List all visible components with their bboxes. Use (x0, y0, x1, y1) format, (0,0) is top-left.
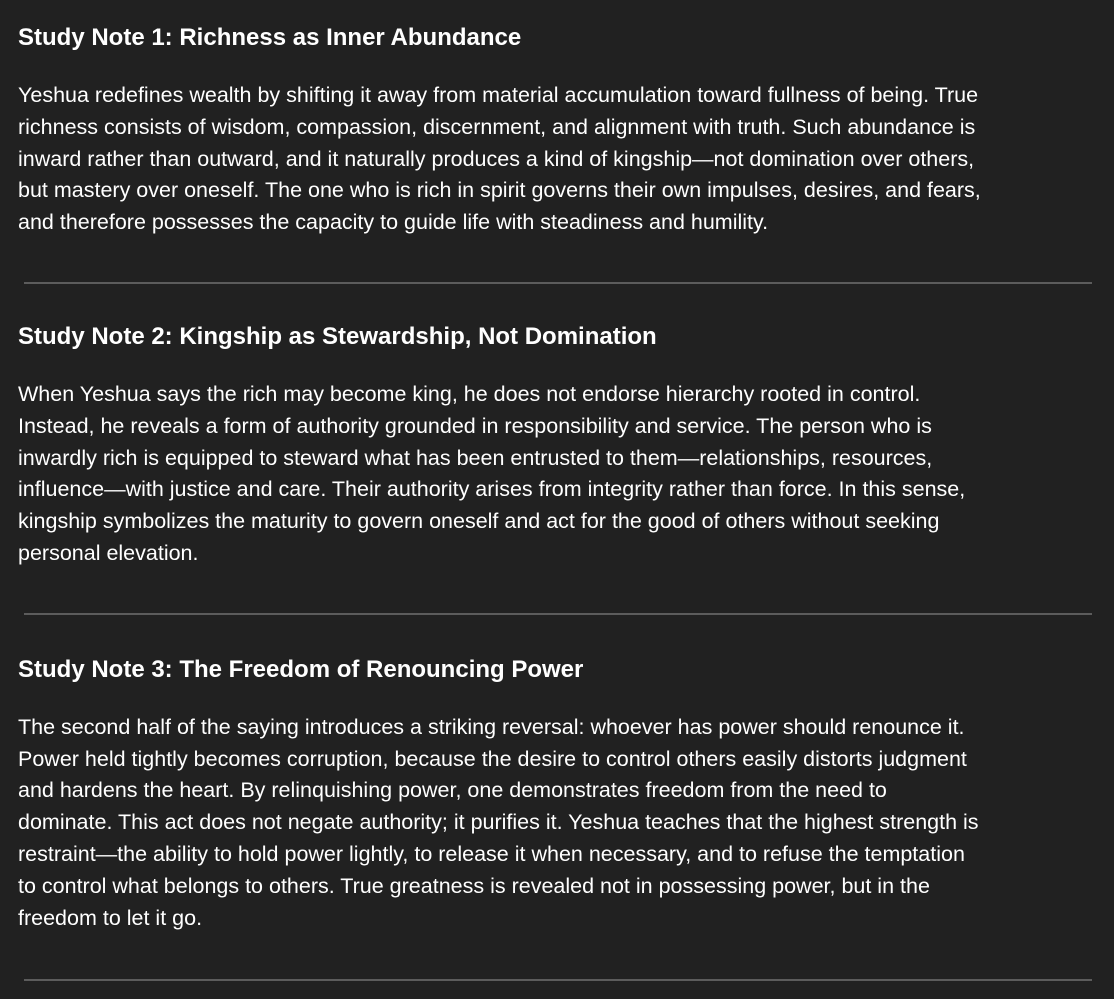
study-note-1-line: inward rather than outward, and it naturally produces a kind of kingship—not domination over others, (18, 146, 975, 171)
study-note-1-line: Yeshua redefines wealth by shifting it away from material accumulation toward fullness of being. True (18, 83, 979, 107)
study-note-3 (18, 615, 1096, 935)
study-note-3-line: dominate. This act does not negate authority; it purifies it. Yeshua teaches that the highest strength is (18, 810, 979, 835)
study-note-1 (18, 0, 1096, 239)
study-note-1-line: richness consists of wisdom, compassion, discernment, and alignment with truth. Such abundance is (18, 114, 976, 139)
study-note-2-line: personal elevation. (18, 540, 199, 565)
study-note-2-line: influence—with justice and care. Their authority arises from integrity rather than force. In this sense, (18, 477, 966, 502)
study-note-3-line: The second half of the saying introduces a striking reversal: whoever has power should renounce it. (18, 714, 965, 739)
study-note-2-line: When Yeshua says the rich may become king, he does not endorse hierarchy rooted in control. (18, 381, 921, 406)
study-note-3-line: to control what belongs to others. True greatness is revealed not in possessing power, but in the (18, 873, 930, 898)
study-note-1-line: and therefore possesses the capacity to guide life with steadiness and humility. (18, 210, 769, 235)
study-note-2-body (18, 379, 1098, 570)
study-note-2-title: Study Note 2: Kingship as Stewardship, Not Domination (18, 322, 657, 350)
study-note-2-line: Instead, he reveals a form of authority grounded in responsibility and service. The person who is (18, 413, 932, 438)
study-note-3-line: Power held tightly becomes corruption, because the desire to control others easily distorts judgment (18, 746, 967, 771)
study-note-1-body (18, 80, 1098, 239)
study-note-1-title: Study Note 1: Richness as Inner Abundance (18, 24, 522, 51)
study-note-3-line: and hardens the heart. By relinquishing power, one demonstrates freedom from the need to (18, 778, 887, 803)
study-note-1-line: but mastery over oneself. The one who is rich in spirit governs their own impulses, desires, and fears, (18, 178, 981, 203)
study-note-2-line: inwardly rich is equipped to steward what has been entrusted to them—relationships, resources, (18, 445, 933, 470)
study-note-3-title: Study Note 3: The Freedom of Renouncing Power (18, 655, 584, 683)
section-divider (24, 979, 1092, 981)
study-note-3-body (18, 712, 1098, 935)
study-note-3-line: freedom to let it go. (18, 905, 203, 930)
study-note-2-line: kingship symbolizes the maturity to govern oneself and act for the good of others without seeking (18, 509, 940, 534)
study-note-3-line: restraint—the ability to hold power lightly, to release it when necessary, and to refuse the temptation (18, 841, 965, 866)
study-note-2 (18, 284, 1096, 570)
